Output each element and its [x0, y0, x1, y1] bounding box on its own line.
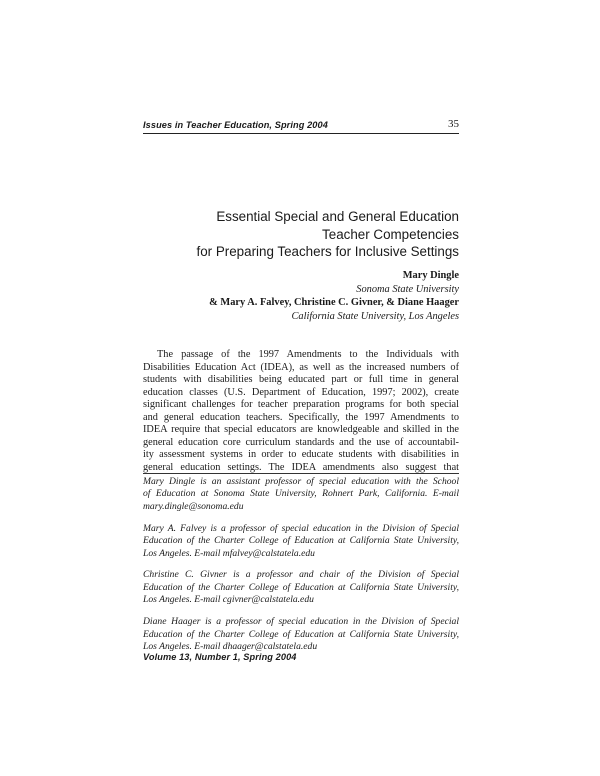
body-line: Disabilities Education Act (IDEA), as well as the increased numbers of	[143, 361, 459, 373]
body-line: significant challenges for teacher preparation programs for both special	[143, 399, 459, 411]
page-number: 35	[448, 118, 459, 130]
footnote-line: Mary Dingle is an assistant professor of special education with the School	[143, 476, 459, 487]
title-line: Teacher Competencies	[322, 226, 459, 242]
running-header	[143, 118, 459, 134]
footnote-line: Diane Haager is a professor of special education in the Division of Special	[143, 616, 459, 628]
journal-title: Issues in Teacher Education, Spring 2004	[143, 120, 328, 130]
body-line: students with disabilities being educated part or full time in general	[143, 374, 459, 386]
footnote-line: mary.dingle@sonoma.edu	[143, 500, 244, 512]
title-line: Essential Special and General Education	[216, 209, 459, 224]
footnote-line: Education of the Charter College of Education at California State University,	[143, 581, 459, 593]
body-line: ity assessment systems in order to educate students with disabilities in	[143, 449, 459, 461]
footnote	[143, 476, 459, 513]
body-line: IDEA require that special educators are knowledgeable and skilled in the	[143, 424, 459, 436]
body-line: and general education teachers. Specifically, the 1997 Amendments to	[143, 411, 459, 423]
footnote-line: Mary A. Falvey is a professor of special education in the Division of Special	[143, 522, 459, 534]
title-line: for Preparing Teachers for Inclusive Settings	[196, 244, 459, 259]
body-paragraph	[143, 349, 459, 474]
author-affiliation: California State University, Los Angeles	[291, 310, 459, 322]
body-line: The passage of the 1997 Amendments to the Individuals with	[157, 349, 459, 360]
author-name: & Mary A. Falvey, Christine C. Givner, & Diane Haager	[209, 297, 459, 309]
footnote-line: Education of the Charter College of Education at California State University,	[143, 535, 459, 547]
body-line: general education settings. The IDEA amendments also suggest that	[143, 461, 459, 473]
footnote-line: Los Angeles. E-mail dhaager@calstatela.edu	[143, 640, 318, 652]
body-line: education classes (U.S. Department of Education, 1997; 2002), create	[143, 386, 459, 398]
footnote-rule	[143, 473, 459, 474]
footnote-line: Christine C. Givner is a professor and chair of the Division of Special	[143, 569, 459, 581]
header-rule	[143, 133, 459, 134]
author-block	[143, 269, 459, 323]
body-line: general education core curriculum standards and the use of accountabil-	[143, 436, 459, 448]
author-affiliation: Sonoma State University	[356, 283, 459, 295]
running-footer: Volume 13, Number 1, Spring 2004	[143, 652, 297, 662]
article-title	[143, 208, 459, 261]
footnote-line: Los Angeles. E-mail cgivner@calstatela.edu	[143, 594, 314, 606]
footnote	[143, 569, 459, 606]
author-footnotes	[143, 476, 459, 663]
author-name: Mary Dingle	[402, 270, 459, 281]
footnote-line: Education of the Charter College of Education at California State University,	[143, 628, 459, 640]
footnote	[143, 616, 459, 653]
footnote-line: of Education at Sonoma State University, Rohnert Park, California. E-mail	[143, 488, 459, 500]
footnote-line: Los Angeles. E-mail mfalvey@calstatela.edu	[143, 547, 315, 559]
footnote	[143, 523, 459, 560]
